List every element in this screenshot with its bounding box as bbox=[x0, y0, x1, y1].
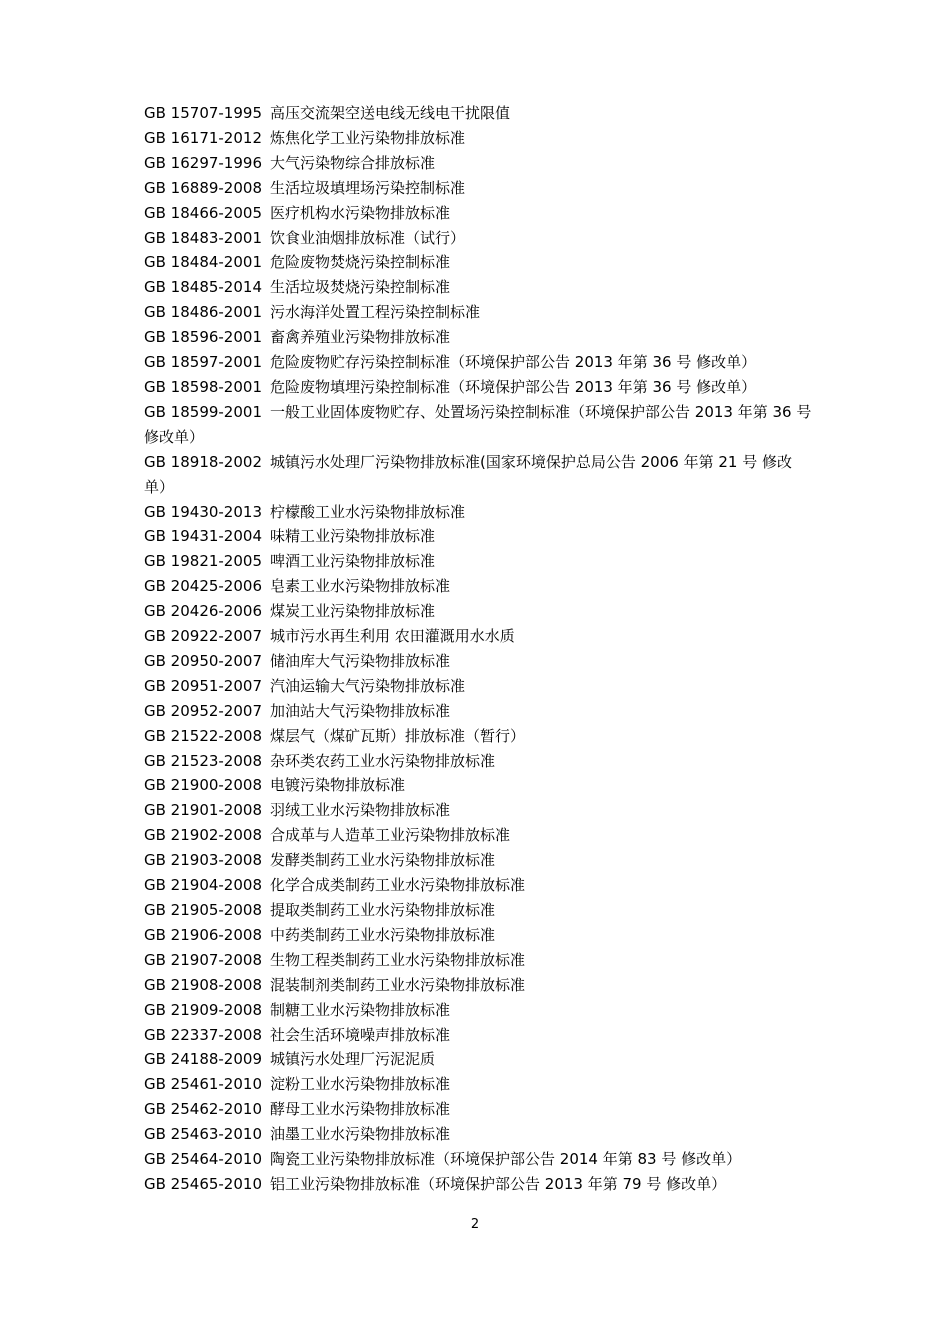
standard-code: GB 20426-2006 bbox=[144, 602, 262, 621]
list-item bbox=[144, 524, 812, 549]
standard-code: GB 18598-2001 bbox=[144, 377, 262, 396]
list-item bbox=[144, 599, 812, 624]
standard-code: GB 25463-2010 bbox=[144, 1125, 262, 1144]
standard-title: 提取类制药工业水污染物排放标准 bbox=[270, 901, 496, 919]
standard-code: GB 16171-2012 bbox=[144, 128, 262, 147]
list-item bbox=[144, 400, 812, 450]
standard-code: GB 18483-2001 bbox=[144, 228, 262, 247]
standard-code: GB 15707-1995 bbox=[144, 104, 262, 122]
standard-code: GB 18918-2002 bbox=[144, 452, 262, 471]
standard-code: GB 25461-2010 bbox=[144, 1075, 262, 1094]
standard-code: GB 20950-2007 bbox=[144, 651, 262, 670]
standard-title: 羽绒工业水污染物排放标准 bbox=[270, 801, 451, 820]
standard-code: GB 18599-2001 bbox=[144, 402, 262, 421]
list-item bbox=[144, 1072, 812, 1097]
standard-title: 畜禽养殖业污染物排放标准 bbox=[270, 328, 451, 347]
list-item bbox=[144, 450, 812, 500]
list-item bbox=[144, 151, 812, 176]
standard-title: 炼焦化学工业污染物排放标准 bbox=[270, 128, 466, 147]
standard-title: 皂素工业水污染物排放标准 bbox=[270, 577, 451, 596]
list-item bbox=[144, 101, 812, 126]
standard-code: GB 19430-2013 bbox=[144, 502, 262, 521]
standard-title: 发酵类制药工业水污染物排放标准 bbox=[270, 851, 496, 870]
list-item bbox=[144, 300, 812, 325]
standard-code: GB 16889-2008 bbox=[144, 178, 262, 197]
standard-code: GB 20425-2006 bbox=[144, 577, 262, 596]
standard-title: 汽油运输大气污染物排放标准 bbox=[270, 676, 466, 695]
list-item bbox=[144, 574, 812, 599]
standard-title: 电镀污染物排放标准 bbox=[270, 776, 406, 795]
standard-title: 生物工程类制药工业水污染物排放标准 bbox=[270, 950, 526, 969]
standard-code: GB 21907-2008 bbox=[144, 950, 262, 969]
standard-code: GB 21523-2008 bbox=[144, 751, 262, 770]
standard-title: 大气污染物综合排放标准 bbox=[270, 153, 436, 172]
standard-title: 城镇污水处理厂污泥泥质 bbox=[270, 1050, 436, 1069]
standard-title: 陶瓷工业污染物排放标准（环境保护部公告 2014 年第 83 号 修改单） bbox=[270, 1150, 742, 1169]
standard-title: 医疗机构水污染物排放标准 bbox=[270, 203, 451, 222]
standard-code: GB 21905-2008 bbox=[144, 901, 262, 919]
standard-title: 城市污水再生利用 农田灌溉用水水质 bbox=[270, 627, 515, 646]
standard-code: GB 20922-2007 bbox=[144, 627, 262, 646]
list-item bbox=[144, 674, 812, 699]
standard-title: 加油站大气污染物排放标准 bbox=[270, 701, 451, 720]
list-item bbox=[144, 823, 812, 848]
list-item bbox=[144, 1172, 812, 1197]
standard-title: 生活垃圾焚烧污染控制标准 bbox=[270, 278, 451, 297]
list-item bbox=[144, 549, 812, 574]
standard-code: GB 25462-2010 bbox=[144, 1100, 262, 1119]
standard-code: GB 21903-2008 bbox=[144, 851, 262, 870]
list-item bbox=[144, 773, 812, 798]
standard-code: GB 18466-2005 bbox=[144, 203, 262, 222]
list-item bbox=[144, 350, 812, 375]
list-item bbox=[144, 500, 812, 525]
standard-title: 危险废物填埋污染控制标准（环境保护部公告 2013 年第 36 号 修改单） bbox=[270, 377, 757, 396]
standard-code: GB 18485-2014 bbox=[144, 278, 262, 297]
standard-title: 城镇污水处理厂污染物排放标准(国家环境保护总局公告 2006 年第 21 号 修改单） bbox=[144, 452, 792, 496]
list-item bbox=[144, 1097, 812, 1122]
standard-code: GB 25465-2010 bbox=[144, 1174, 262, 1193]
standard-code: GB 19431-2004 bbox=[144, 527, 262, 546]
standard-title: 酵母工业水污染物排放标准 bbox=[270, 1100, 451, 1119]
list-item bbox=[144, 873, 812, 898]
standard-title: 储油库大气污染物排放标准 bbox=[270, 651, 451, 670]
list-item bbox=[144, 1122, 812, 1147]
list-item bbox=[144, 375, 812, 400]
standard-title: 危险废物贮存污染控制标准（环境保护部公告 2013 年第 36 号 修改单） bbox=[270, 353, 757, 372]
standard-code: GB 22337-2008 bbox=[144, 1025, 262, 1044]
standard-title: 污水海洋处置工程污染控制标准 bbox=[270, 303, 481, 322]
standard-title: 柠檬酸工业水污染物排放标准 bbox=[270, 502, 466, 521]
list-item bbox=[144, 998, 812, 1023]
list-item bbox=[144, 948, 812, 973]
standard-code: GB 18486-2001 bbox=[144, 303, 262, 322]
standard-code: GB 21902-2008 bbox=[144, 826, 262, 845]
standard-title: 混装制剂类制药工业水污染物排放标准 bbox=[270, 975, 526, 994]
list-item bbox=[144, 1047, 812, 1072]
list-item bbox=[144, 649, 812, 674]
standard-code: GB 21522-2008 bbox=[144, 726, 262, 745]
standard-title: 制糖工业水污染物排放标准 bbox=[270, 1000, 451, 1019]
standard-title: 油墨工业水污染物排放标准 bbox=[270, 1125, 451, 1144]
standard-title: 生活垃圾填埋场污染控制标准 bbox=[270, 178, 466, 197]
standard-title: 危险废物焚烧污染控制标准 bbox=[270, 253, 451, 272]
standard-code: GB 21900-2008 bbox=[144, 776, 262, 795]
list-item bbox=[144, 798, 812, 823]
standard-code: GB 21909-2008 bbox=[144, 1000, 262, 1019]
list-item bbox=[144, 848, 812, 873]
standard-title: 淀粉工业水污染物排放标准 bbox=[270, 1075, 451, 1094]
standard-code: GB 18597-2001 bbox=[144, 353, 262, 372]
standard-title: 化学合成类制药工业水污染物排放标准 bbox=[270, 876, 526, 895]
standard-code: GB 24188-2009 bbox=[144, 1050, 262, 1069]
standard-title: 一般工业固体废物贮存、处置场污染控制标准（环境保护部公告 2013 年第 36 号 修改单） bbox=[144, 402, 812, 446]
standard-title: 中药类制药工业水污染物排放标准 bbox=[270, 925, 496, 944]
list-item bbox=[144, 275, 812, 300]
list-item bbox=[144, 250, 812, 275]
standard-code: GB 20951-2007 bbox=[144, 676, 262, 695]
list-item bbox=[144, 898, 812, 923]
standard-title: 啤酒工业污染物排放标准 bbox=[270, 552, 436, 571]
standard-title: 杂环类农药工业水污染物排放标准 bbox=[270, 751, 496, 770]
list-item bbox=[144, 176, 812, 201]
standard-title: 饮食业油烟排放标准（试行） bbox=[270, 228, 466, 247]
list-item bbox=[144, 923, 812, 948]
list-item bbox=[144, 1023, 812, 1048]
list-item bbox=[144, 226, 812, 251]
standard-title: 铝工业污染物排放标准（环境保护部公告 2013 年第 79 号 修改单） bbox=[270, 1174, 727, 1193]
standard-code: GB 18484-2001 bbox=[144, 253, 262, 272]
list-item bbox=[144, 201, 812, 226]
page-number: 2 bbox=[470, 1217, 480, 1232]
standard-title: 合成革与人造革工业污染物排放标准 bbox=[270, 826, 511, 845]
standard-code: GB 16297-1996 bbox=[144, 153, 262, 172]
standard-code: GB 21904-2008 bbox=[144, 876, 262, 895]
list-item bbox=[144, 699, 812, 724]
standard-code: GB 25464-2010 bbox=[144, 1150, 262, 1169]
standard-code: GB 21906-2008 bbox=[144, 925, 262, 944]
list-item bbox=[144, 126, 812, 151]
list-item bbox=[144, 749, 812, 774]
standard-title: 味精工业污染物排放标准 bbox=[270, 527, 436, 546]
standard-code: GB 21908-2008 bbox=[144, 975, 262, 994]
standard-title: 高压交流架空送电线无线电干扰限值 bbox=[270, 104, 511, 122]
standard-title: 煤层气（煤矿瓦斯）排放标准（暂行） bbox=[270, 726, 526, 745]
standard-code: GB 20952-2007 bbox=[144, 701, 262, 720]
standard-title: 煤炭工业污染物排放标准 bbox=[270, 602, 436, 621]
standard-title: 社会生活环境噪声排放标准 bbox=[270, 1025, 451, 1044]
list-item bbox=[144, 973, 812, 998]
list-item bbox=[144, 724, 812, 749]
standard-code: GB 18596-2001 bbox=[144, 328, 262, 347]
list-item bbox=[144, 325, 812, 350]
list-item bbox=[144, 624, 812, 649]
list-item bbox=[144, 1147, 812, 1172]
standards-list bbox=[144, 101, 812, 1197]
standard-code: GB 19821-2005 bbox=[144, 552, 262, 571]
standard-code: GB 21901-2008 bbox=[144, 801, 262, 820]
